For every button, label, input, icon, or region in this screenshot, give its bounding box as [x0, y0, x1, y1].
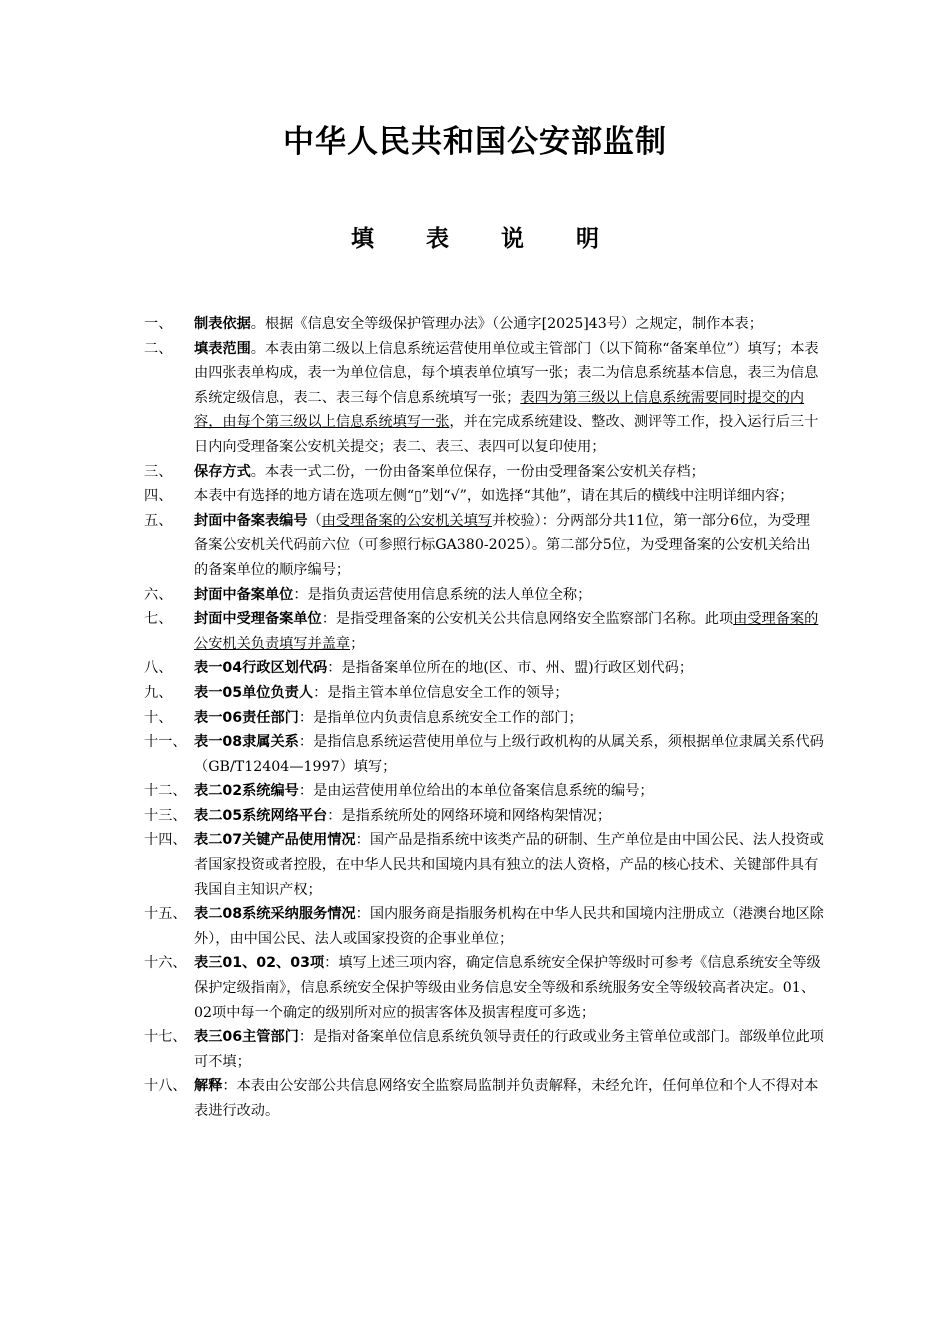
item-heading: 表三01、02、03项: [194, 955, 325, 972]
item-heading: 解释: [194, 1078, 223, 1095]
item-heading: 封面中备案单位: [194, 586, 294, 603]
item-text-part: 本表中有选择的地方请在选项左侧“▯”划“√”，如选择“其他”，请在其后的横线中注明详细内容；: [194, 488, 794, 505]
item-text-part: ，并在完成系统建设、整改、测评等工作，投入运行后三十日内向受理备案公安机关提交；表二、表三、表四可以复印使用；: [194, 414, 819, 455]
item-heading: 封面中受理备案单位: [194, 611, 322, 628]
instruction-item: [144, 828, 824, 902]
instruction-item: [144, 656, 824, 681]
instruction-item: [144, 312, 824, 337]
item-number: 十一、: [144, 734, 187, 751]
item-text: [194, 902, 824, 951]
item-heading: 表三06主管部门: [194, 1029, 299, 1046]
instruction-item: [144, 706, 824, 731]
item-text: [194, 681, 824, 706]
item-heading: 表二08系统采纳服务情况: [194, 906, 356, 923]
section-title: 填 表 说 明: [350, 226, 622, 252]
item-number: 三、: [144, 463, 173, 480]
instruction-item: [144, 681, 824, 706]
instruction-item: [144, 337, 824, 460]
item-text: [194, 1074, 824, 1123]
item-heading: 表一08隶属关系: [194, 734, 299, 751]
instruction-item: [144, 730, 824, 779]
item-text-part: 。本表由第二级以上信息系统运营使用单位或主管部门（以下简称“备案单位”）填写；本表由四张表单构成，表一为单位信息，每个填表单位填写一张；表二为信息系统基本信息，表三为信息系统定级信息，表二、表三每个信息系统填写一张；: [194, 340, 819, 406]
page-title: 中华人民共和国公安部监制: [283, 124, 667, 160]
item-text-part: 并校验）：分两部分共11位，第一部分6位，为受理备案公安机关代码前六位（可参照行标GA380-2025）。第二部分5位，为受理备案的公安机关给出的备案单位的顺序编号；: [194, 512, 811, 578]
item-number: 五、: [144, 512, 173, 529]
item-heading: 制表依据: [194, 316, 251, 332]
item-number: 十四、: [144, 832, 187, 849]
item-number: 十三、: [144, 807, 187, 824]
item-text-part: ：是指受理备案的公安机关公共信息网络安全监察部门名称。此项: [321, 611, 734, 628]
item-text-part: ：是指信息系统运营使用单位与上级行政机构的从属关系，须根据单位隶属关系代码（GB/T12404—1997）填写；: [194, 734, 824, 775]
item-text-part: ；: [350, 635, 365, 652]
item-text: [194, 1025, 824, 1074]
item-text: [194, 828, 824, 902]
item-text-underlined: 表四为第三级以上信息系统需要同时提交的内容，由每个第三级以上信息系统填写一张: [194, 389, 805, 431]
instruction-list: [144, 312, 824, 1124]
instruction-item: [144, 1025, 824, 1074]
item-heading: 填表范围: [194, 340, 251, 357]
item-number: 九、: [144, 684, 173, 701]
item-number: 十七、: [144, 1029, 187, 1046]
item-heading: 表二07关键产品使用情况: [194, 832, 356, 849]
item-text: [194, 804, 824, 829]
instruction-item: [144, 779, 824, 804]
item-text: [194, 607, 824, 656]
item-text-part: ：国产品是指系统中该类产品的研制、生产单位是由中国公民、法人投资或者国家投资或者控股，在中华人民共和国境内具有独立的法人资格，产品的核心技术、关键部件具有我国自主知识产权；: [194, 832, 824, 898]
item-number: 十八、: [144, 1078, 187, 1095]
item-heading: 表二02系统编号: [194, 783, 299, 800]
item-number: 四、: [144, 488, 173, 505]
item-text-part: ：是指备案单位所在的地(区、市、州、盟)行政区划代码；: [327, 660, 694, 677]
item-text: [194, 779, 824, 804]
item-heading: 表一05单位负责人: [194, 684, 314, 701]
item-number: 一、: [144, 316, 173, 332]
item-text-underlined: 由受理备案的公安机关负责填写并盖章: [194, 611, 819, 652]
item-text: [194, 656, 824, 681]
instruction-item: [144, 509, 824, 583]
item-heading: 保存方式: [194, 463, 251, 480]
item-text-part: ：是由运营使用单位给出的本单位备案信息系统的编号；: [298, 783, 654, 800]
item-text-part: ：是指主管本单位信息安全工作的领导；: [313, 684, 569, 701]
item-text-part: ：本表由公安部公共信息网络安全监察局监制并负责解释，未经允许，任何单位和个人不得对本表进行改动。: [194, 1078, 819, 1119]
item-number: 六、: [144, 586, 173, 603]
item-text-part: ：是指负责运营使用信息系统的法人单位全称；: [293, 586, 592, 603]
item-text-part: ：是指对备案单位信息系统负领导责任的行政或业务主管单位或部门。部级单位此项可不填；: [194, 1029, 824, 1070]
instruction-item: [144, 607, 824, 656]
instruction-item: [144, 902, 824, 951]
item-text: [194, 509, 824, 583]
instruction-item: [144, 460, 824, 485]
item-number: 八、: [144, 660, 173, 677]
item-text: [194, 706, 824, 731]
item-text-part: 。根据《信息安全等级保护管理办法》（公通字[2025]43号）之规定，制作本表；: [250, 316, 763, 332]
item-text: [194, 730, 824, 779]
item-text-part: ：国内服务商是指服务机构在中华人民共和国境内注册成立（港澳台地区除外），由中国公民、法人或国家投资的企事业单位；: [194, 906, 824, 947]
item-heading: 表一06责任部门: [194, 709, 299, 726]
instruction-item: [144, 484, 824, 509]
item-text-underlined: 由受理备案的公安机关填写: [321, 512, 492, 529]
item-number: 二、: [144, 340, 173, 357]
item-text: [194, 312, 824, 337]
item-number: 十二、: [144, 783, 187, 800]
item-heading: 封面中备案表编号: [194, 512, 308, 529]
item-text: [194, 460, 824, 485]
instruction-item: [144, 804, 824, 829]
item-number: 十五、: [144, 906, 187, 923]
item-text: [194, 951, 824, 1025]
item-number: 十六、: [144, 955, 187, 972]
item-text: [194, 484, 824, 509]
item-text-part: 。本表一式二份，一份由备案单位保存，一份由受理备案公安机关存档；: [250, 463, 705, 480]
item-text-part: ：是指系统所处的网络环境和网络构架情况；: [327, 807, 612, 824]
item-heading: 表一04行政区划代码: [194, 660, 328, 677]
instruction-item: [144, 1074, 824, 1123]
item-heading: 表二05系统网络平台: [194, 807, 328, 824]
item-text-part: ：是指单位内负责信息系统安全工作的部门；: [298, 709, 583, 726]
item-text-part: ：填写上述三项内容，确定信息系统安全保护等级时可参考《信息系统安全等级保护定级指南》，信息系统安全保护等级由业务信息安全等级和系统服务安全等级较高者决定。01、02项中每一个确定的级别所对应的损害客体及损害程度可多选；: [194, 955, 821, 1021]
instruction-item: [144, 951, 824, 1025]
item-text: [194, 337, 824, 460]
item-number: 十、: [144, 709, 173, 726]
instruction-item: [144, 583, 824, 608]
item-text-part: （: [307, 512, 322, 529]
item-text: [194, 583, 824, 608]
item-number: 七、: [144, 611, 173, 628]
